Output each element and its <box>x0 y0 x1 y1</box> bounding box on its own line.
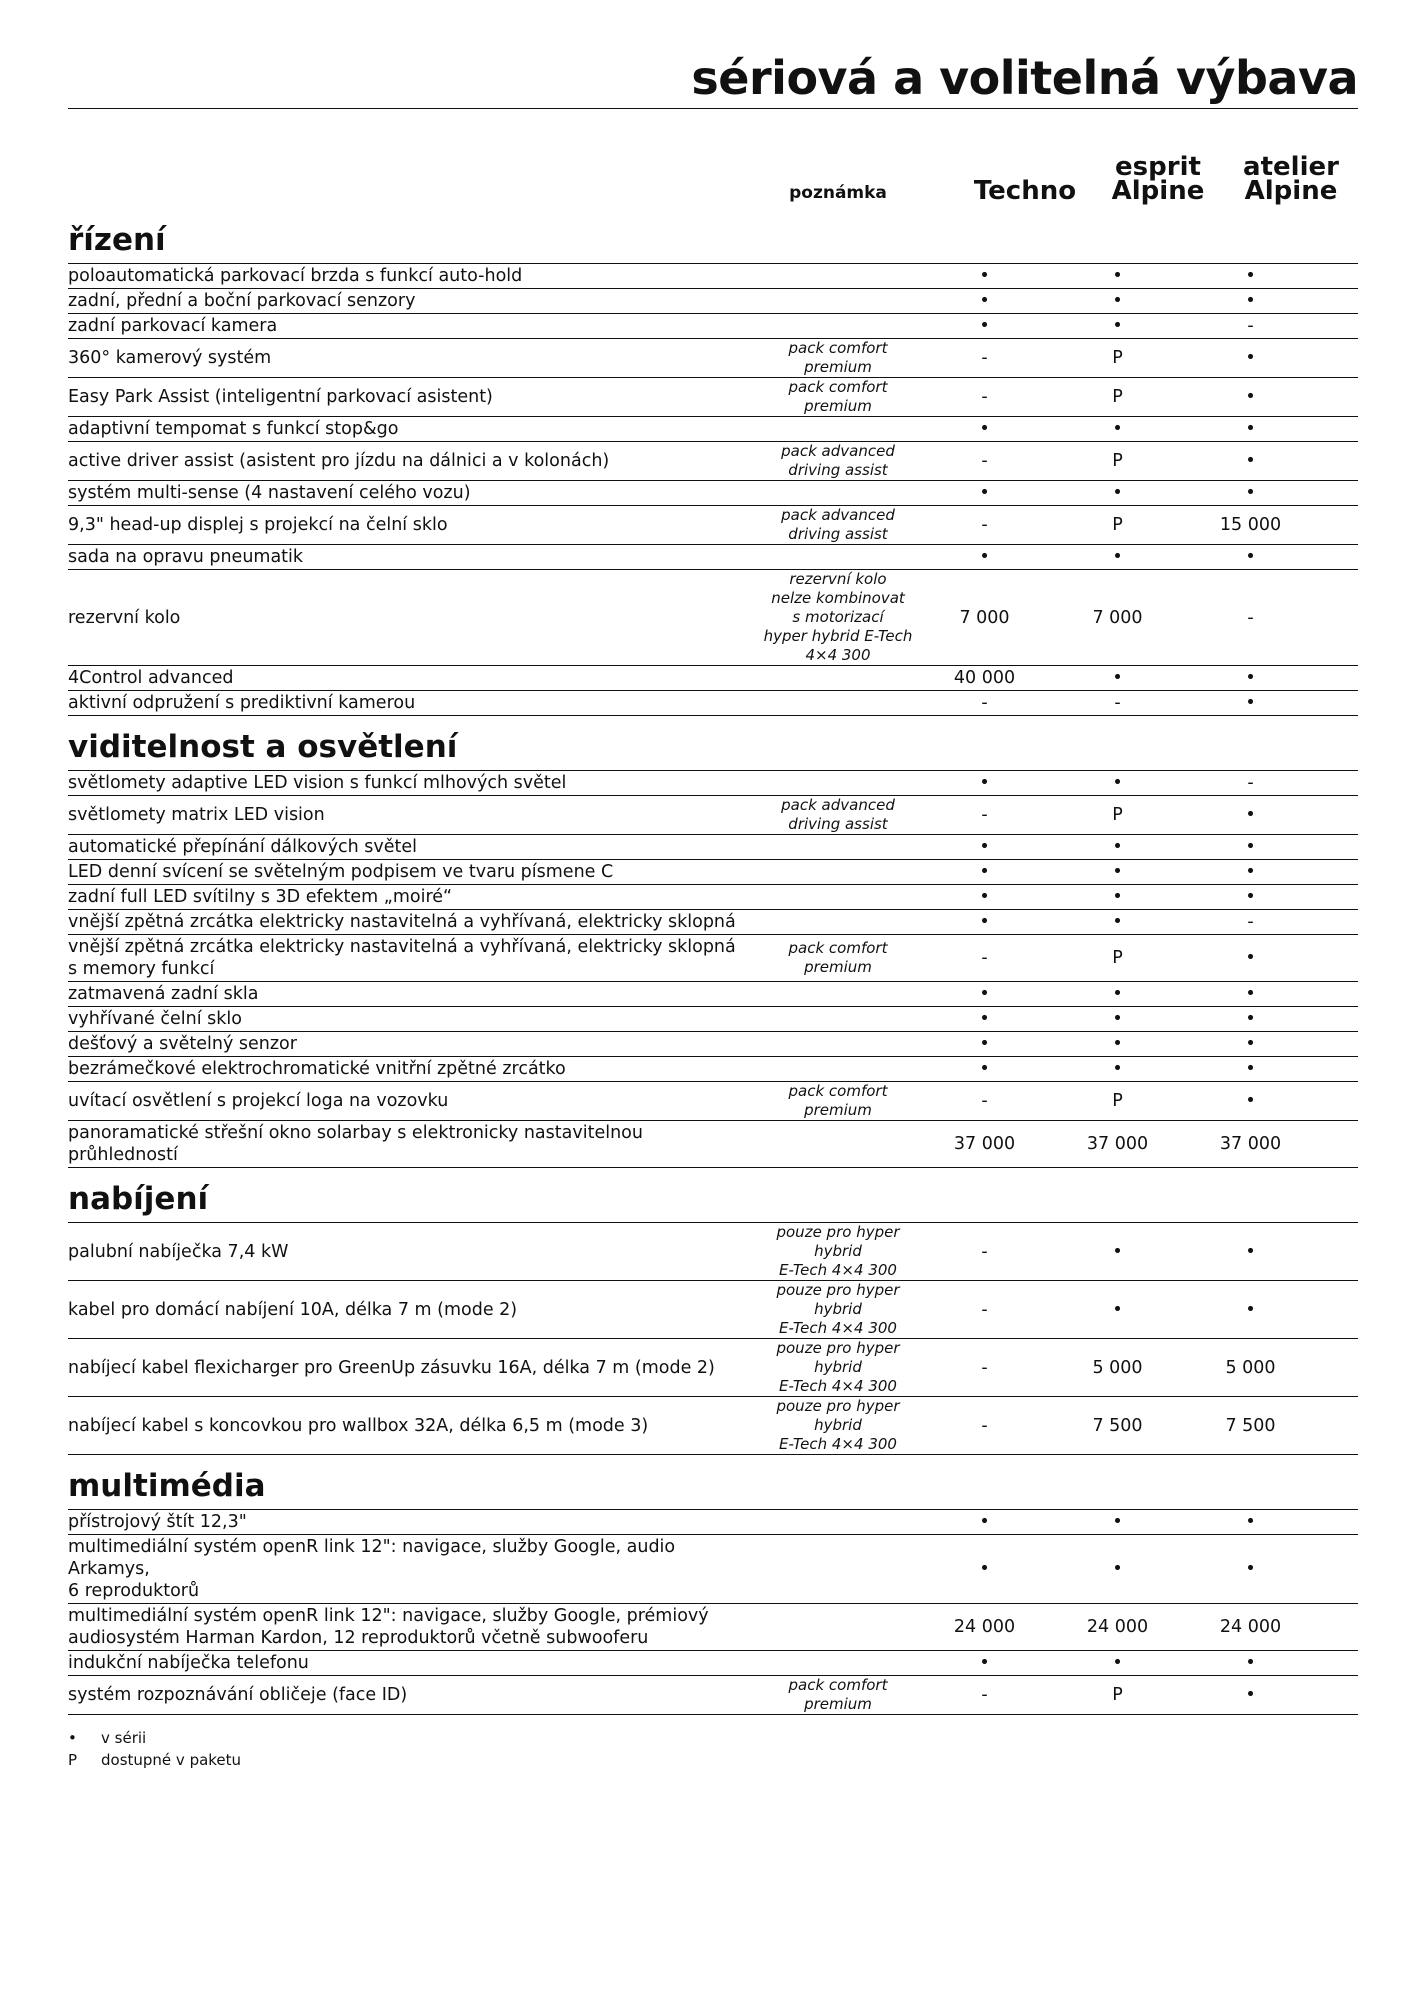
table-row <box>68 288 1358 313</box>
table-row <box>68 1675 1358 1714</box>
table-row <box>68 505 1358 544</box>
legend-item <box>68 1727 1358 1749</box>
value-atelier-alpine: • <box>1245 1559 1256 1579</box>
value-techno: • <box>979 1059 990 1079</box>
feature-note: pouze pro hyper hybrid E-Tech 4×4 300 <box>776 1223 900 1279</box>
column-header-atelier-alpine <box>1226 152 1356 206</box>
value-techno: 7 000 <box>959 607 1010 628</box>
feature-label: 4Control advanced <box>68 668 234 688</box>
feature-label: systém multi-sense (4 nastavení celého vozu) <box>68 483 471 503</box>
value-atelier-alpine: • <box>1245 862 1256 882</box>
section-table <box>68 1222 1358 1455</box>
feature-label: active driver assist (asistent pro jízdu na dálnici a v kolonách) <box>68 451 610 471</box>
value-esprit-alpine: P <box>1112 1685 1123 1705</box>
value-esprit-alpine: 7 500 <box>1092 1415 1143 1436</box>
table-row <box>68 1280 1358 1338</box>
feature-label: světlomety matrix LED vision <box>68 805 325 825</box>
table-row <box>68 1006 1358 1031</box>
feature-label: vyhřívané čelní sklo <box>68 1009 242 1029</box>
table-row <box>68 1222 1358 1280</box>
value-atelier-alpine: • <box>1245 693 1256 713</box>
value-techno: • <box>979 266 990 286</box>
column-header-atelier-line1: atelier <box>1243 152 1339 182</box>
sections <box>68 221 1358 1715</box>
value-techno: - <box>981 387 988 407</box>
value-atelier-alpine: • <box>1245 1299 1256 1320</box>
table-row <box>68 795 1358 834</box>
value-atelier-alpine: • <box>1245 483 1256 503</box>
column-header-atelier-line2: Alpine <box>1244 176 1338 206</box>
value-esprit-alpine: P <box>1112 348 1123 368</box>
value-techno: • <box>979 887 990 907</box>
value-atelier-alpine: - <box>1247 607 1254 628</box>
value-atelier-alpine: • <box>1245 1009 1256 1029</box>
value-techno: • <box>979 984 990 1004</box>
feature-note: pack comfort premium <box>788 1676 888 1713</box>
table-row <box>68 569 1358 665</box>
value-atelier-alpine: • <box>1245 668 1256 688</box>
value-esprit-alpine: • <box>1112 1241 1123 1262</box>
value-esprit-alpine: P <box>1112 387 1123 407</box>
feature-label: palubní nabíječka 7,4 kW <box>68 1241 289 1262</box>
table-row <box>68 1396 1358 1454</box>
value-techno: • <box>979 837 990 857</box>
value-atelier-alpine: - <box>1247 773 1254 793</box>
value-atelier-alpine: • <box>1245 1685 1256 1705</box>
value-techno: - <box>981 805 988 825</box>
feature-label: 9,3" head-up displej s projekcí na čelní sklo <box>68 515 448 535</box>
feature-note: rezervní kolo nelze kombinovat s motorizací hyper hybrid E-Tech 4×4 300 <box>763 570 913 664</box>
value-techno: - <box>981 1357 988 1378</box>
feature-label: nabíjecí kabel s koncovkou pro wallbox 32A, délka 6,5 m (mode 3) <box>68 1415 649 1436</box>
value-techno: • <box>979 1009 990 1029</box>
feature-label: multimediální systém openR link 12": navigace, služby Google, prémiový audiosystém Harman Kardon, 12 reproduktorů včetně subwooferu <box>68 1606 709 1648</box>
value-esprit-alpine: • <box>1112 419 1123 439</box>
value-esprit-alpine: • <box>1112 837 1123 857</box>
value-techno: • <box>979 483 990 503</box>
value-techno: - <box>981 1241 988 1262</box>
section-table <box>68 263 1358 716</box>
value-atelier-alpine: - <box>1247 316 1254 336</box>
value-esprit-alpine: • <box>1112 668 1123 688</box>
feature-label: kabel pro domácí nabíjení 10A, délka 7 m (mode 2) <box>68 1299 518 1320</box>
value-atelier-alpine: • <box>1245 451 1256 471</box>
value-techno: 24 000 <box>953 1617 1016 1637</box>
legend-item <box>68 1749 1358 1771</box>
table-row <box>68 338 1358 377</box>
value-atelier-alpine: • <box>1245 291 1256 311</box>
section-title: nabíjení <box>68 1181 209 1217</box>
page-title: sériová a volitelná výbava <box>691 51 1358 105</box>
feature-note: pack advanced driving assist <box>781 796 895 833</box>
value-esprit-alpine: • <box>1112 1559 1123 1579</box>
feature-label: poloautomatická parkovací brzda s funkcí auto-hold <box>68 266 523 286</box>
feature-label: dešťový a světelný senzor <box>68 1034 297 1054</box>
table-row <box>68 665 1358 690</box>
value-esprit-alpine: - <box>1114 693 1121 713</box>
value-atelier-alpine: 5 000 <box>1225 1357 1276 1378</box>
value-esprit-alpine: P <box>1112 451 1123 471</box>
feature-label: systém rozpoznávání obličeje (face ID) <box>68 1685 408 1705</box>
feature-note: pack comfort premium <box>788 339 888 376</box>
section-table <box>68 1509 1358 1715</box>
column-header <box>68 109 1358 219</box>
feature-label: zatmavená zadní skla <box>68 984 259 1004</box>
table-row <box>68 377 1358 416</box>
value-techno: • <box>979 862 990 882</box>
value-techno: • <box>979 773 990 793</box>
value-atelier-alpine: • <box>1245 887 1256 907</box>
feature-label: uvítací osvětlení s projekcí loga na vozovku <box>68 1091 449 1111</box>
feature-note: pouze pro hyper hybrid E-Tech 4×4 300 <box>776 1397 900 1453</box>
value-esprit-alpine: • <box>1112 483 1123 503</box>
feature-note: pack advanced driving assist <box>781 506 895 543</box>
value-esprit-alpine: • <box>1112 1299 1123 1320</box>
value-esprit-alpine: • <box>1112 316 1123 336</box>
value-techno: - <box>981 515 988 535</box>
value-esprit-alpine: • <box>1112 1653 1123 1673</box>
value-techno: - <box>981 451 988 471</box>
feature-label: přístrojový štít 12,3" <box>68 1512 247 1532</box>
table-row <box>68 690 1358 715</box>
feature-label: adaptivní tempomat s funkcí stop&go <box>68 419 399 439</box>
value-esprit-alpine: 37 000 <box>1086 1134 1149 1154</box>
legend-text: v sérii <box>101 1729 147 1747</box>
value-atelier-alpine: - <box>1247 912 1254 932</box>
table-row <box>68 416 1358 441</box>
value-atelier-alpine: • <box>1245 419 1256 439</box>
table-row <box>68 1603 1358 1650</box>
table-row <box>68 441 1358 480</box>
table-row <box>68 1534 1358 1603</box>
table-row <box>68 859 1358 884</box>
feature-label: indukční nabíječka telefonu <box>68 1653 309 1673</box>
feature-label: 360° kamerový systém <box>68 348 272 368</box>
value-esprit-alpine: 7 000 <box>1092 607 1143 628</box>
value-atelier-alpine: • <box>1245 348 1256 368</box>
table-row <box>68 263 1358 288</box>
table-row <box>68 909 1358 934</box>
value-atelier-alpine: • <box>1245 948 1256 968</box>
value-esprit-alpine: • <box>1112 1034 1123 1054</box>
legend-text: dostupné v paketu <box>101 1751 242 1769</box>
section-title: viditelnost a osvětlení <box>68 729 458 765</box>
feature-note: pack comfort premium <box>788 939 888 976</box>
column-header-note: poznámka <box>789 183 887 203</box>
table-row <box>68 1081 1358 1120</box>
value-techno: • <box>979 1034 990 1054</box>
feature-label: multimediální systém openR link 12": navigace, služby Google, audio Arkamys, 6 reproduktorů <box>68 1537 676 1601</box>
feature-note: pack comfort premium <box>788 1082 888 1119</box>
value-atelier-alpine: 37 000 <box>1219 1134 1282 1154</box>
table-row <box>68 1120 1358 1167</box>
column-header-esprit-line1: esprit <box>1115 152 1201 182</box>
feature-label: LED denní svícení se světelným podpisem ve tvaru písmene C <box>68 862 614 882</box>
feature-label: vnější zpětná zrcátka elektricky nastavitelná a vyhřívaná, elektricky sklopná s memory funkcí <box>68 937 736 979</box>
value-esprit-alpine: P <box>1112 948 1123 968</box>
value-atelier-alpine: 24 000 <box>1219 1617 1282 1637</box>
value-techno: - <box>981 693 988 713</box>
table-row <box>68 1031 1358 1056</box>
value-esprit-alpine: • <box>1112 1512 1123 1532</box>
feature-label: zadní, přední a boční parkovací senzory <box>68 291 416 311</box>
feature-label: panoramatické střešní okno solarbay s elektronicky nastavitelnou průhledností <box>68 1123 643 1165</box>
value-techno: - <box>981 1685 988 1705</box>
value-esprit-alpine: 5 000 <box>1092 1357 1143 1378</box>
table-row <box>68 834 1358 859</box>
value-techno: 37 000 <box>953 1134 1016 1154</box>
spec-page <box>68 0 1358 1771</box>
value-esprit-alpine: P <box>1112 805 1123 825</box>
value-techno: - <box>981 948 988 968</box>
table-row <box>68 480 1358 505</box>
value-techno: • <box>979 1512 990 1532</box>
table-row <box>68 770 1358 795</box>
table-row <box>68 1056 1358 1081</box>
value-techno: - <box>981 1091 988 1111</box>
value-techno: 40 000 <box>953 668 1016 688</box>
table-row <box>68 1509 1358 1534</box>
value-techno: • <box>979 291 990 311</box>
value-atelier-alpine: 15 000 <box>1219 515 1282 535</box>
value-techno: • <box>979 1653 990 1673</box>
value-techno: - <box>981 1415 988 1436</box>
legend-symbol: P <box>68 1751 78 1769</box>
value-esprit-alpine: P <box>1112 515 1123 535</box>
value-esprit-alpine: • <box>1112 984 1123 1004</box>
feature-label: bezrámečkové elektrochromatické vnitřní zpětné zrcátko <box>68 1059 566 1079</box>
feature-label: automatické přepínání dálkových světel <box>68 837 417 857</box>
value-atelier-alpine: • <box>1245 1653 1256 1673</box>
value-atelier-alpine: • <box>1245 1059 1256 1079</box>
value-techno: • <box>979 547 990 567</box>
value-esprit-alpine: • <box>1112 1059 1123 1079</box>
value-atelier-alpine: • <box>1245 1034 1256 1054</box>
value-techno: • <box>979 912 990 932</box>
value-atelier-alpine: • <box>1245 984 1256 1004</box>
value-techno: • <box>979 316 990 336</box>
feature-label: aktivní odpružení s prediktivní kamerou <box>68 693 416 713</box>
feature-note: pack advanced driving assist <box>781 442 895 479</box>
legend-symbol: • <box>68 1729 77 1747</box>
value-esprit-alpine: • <box>1112 773 1123 793</box>
section-table <box>68 770 1358 1168</box>
feature-label: světlomety adaptive LED vision s funkcí mlhových světel <box>68 773 567 793</box>
table-row <box>68 1338 1358 1396</box>
value-esprit-alpine: 24 000 <box>1086 1617 1149 1637</box>
column-header-esprit-line2: Alpine <box>1111 176 1205 206</box>
value-techno: • <box>979 1559 990 1579</box>
section-title: multimédia <box>68 1468 266 1504</box>
value-atelier-alpine: • <box>1245 1241 1256 1262</box>
feature-label: sada na opravu pneumatik <box>68 547 304 567</box>
value-esprit-alpine: • <box>1112 547 1123 567</box>
value-atelier-alpine: • <box>1245 266 1256 286</box>
feature-label: Easy Park Assist (inteligentní parkovací asistent) <box>68 387 493 407</box>
table-row <box>68 313 1358 338</box>
feature-note: pack comfort premium <box>788 378 888 415</box>
value-esprit-alpine: • <box>1112 291 1123 311</box>
table-row <box>68 981 1358 1006</box>
feature-label: zadní full LED svítilny s 3D efektem „moiré“ <box>68 887 453 907</box>
feature-label: nabíjecí kabel flexicharger pro GreenUp zásuvku 16A, délka 7 m (mode 2) <box>68 1357 715 1378</box>
value-esprit-alpine: • <box>1112 887 1123 907</box>
value-esprit-alpine: • <box>1112 912 1123 932</box>
value-atelier-alpine: • <box>1245 387 1256 407</box>
table-row <box>68 884 1358 909</box>
value-techno: • <box>979 419 990 439</box>
section-title: řízení <box>68 222 166 258</box>
column-header-techno: Techno <box>973 176 1077 206</box>
value-atelier-alpine: • <box>1245 837 1256 857</box>
value-atelier-alpine: 7 500 <box>1225 1415 1276 1436</box>
value-esprit-alpine: • <box>1112 1009 1123 1029</box>
legend <box>68 1727 1358 1771</box>
value-techno: - <box>981 1299 988 1320</box>
value-atelier-alpine: • <box>1245 547 1256 567</box>
value-atelier-alpine: • <box>1245 1091 1256 1111</box>
table-row <box>68 934 1358 981</box>
feature-note: pouze pro hyper hybrid E-Tech 4×4 300 <box>776 1339 900 1395</box>
value-atelier-alpine: • <box>1245 805 1256 825</box>
value-atelier-alpine: • <box>1245 1512 1256 1532</box>
table-row <box>68 544 1358 569</box>
table-row <box>68 1650 1358 1675</box>
feature-label: zadní parkovací kamera <box>68 316 278 336</box>
value-esprit-alpine: P <box>1112 1091 1123 1111</box>
value-techno: - <box>981 348 988 368</box>
column-header-esprit-alpine <box>1093 152 1223 206</box>
feature-note: pouze pro hyper hybrid E-Tech 4×4 300 <box>776 1281 900 1337</box>
value-esprit-alpine: • <box>1112 862 1123 882</box>
feature-label: rezervní kolo <box>68 607 181 628</box>
feature-label: vnější zpětná zrcátka elektricky nastavitelná a vyhřívaná, elektricky sklopná <box>68 912 736 932</box>
value-esprit-alpine: • <box>1112 266 1123 286</box>
